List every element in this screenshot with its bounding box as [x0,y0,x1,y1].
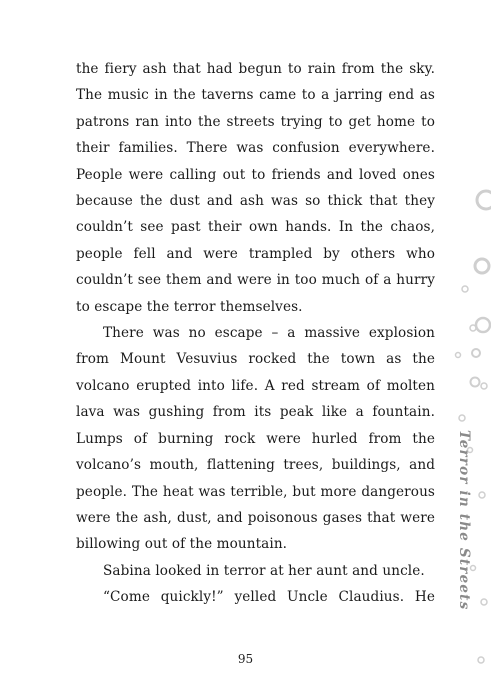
paragraph: There was no escape – a massive explosion from Mount Vesuvius rocked the town as the volcano erupted into life. A red stream of molten lava was gushing from its peak like a fountain. Lumps of burning rock were hurled from the volcano’s mouth, flattening trees, buildings, and people. The heat was terrible, but more dangerous were the ash, dust, and poisonous gases that were billowing out of the mountain. [76,325,435,553]
paragraph: Sabina looked in terror at her aunt and uncle. [103,562,425,579]
running-title: Terror in the Streets [456,430,472,611]
paragraph: the fiery ash that had begun to rain from the sky. The music in the taverns came to a jarring end as patrons ran into the streets trying to get home to their families. There was confusion everywhere. People were calling out to friends and loved ones because the dust and ash was so thick that they couldn’t see past their own hands. In the chaos, people fell and were trampled by others who couldn’t see them and were in too much of a hurry to escape the terror themselves. [76,61,435,315]
page-number: 95 [237,652,254,666]
paragraph: “Come quickly!” yelled Uncle Claudius. He [103,589,435,606]
body-text [76,56,435,611]
